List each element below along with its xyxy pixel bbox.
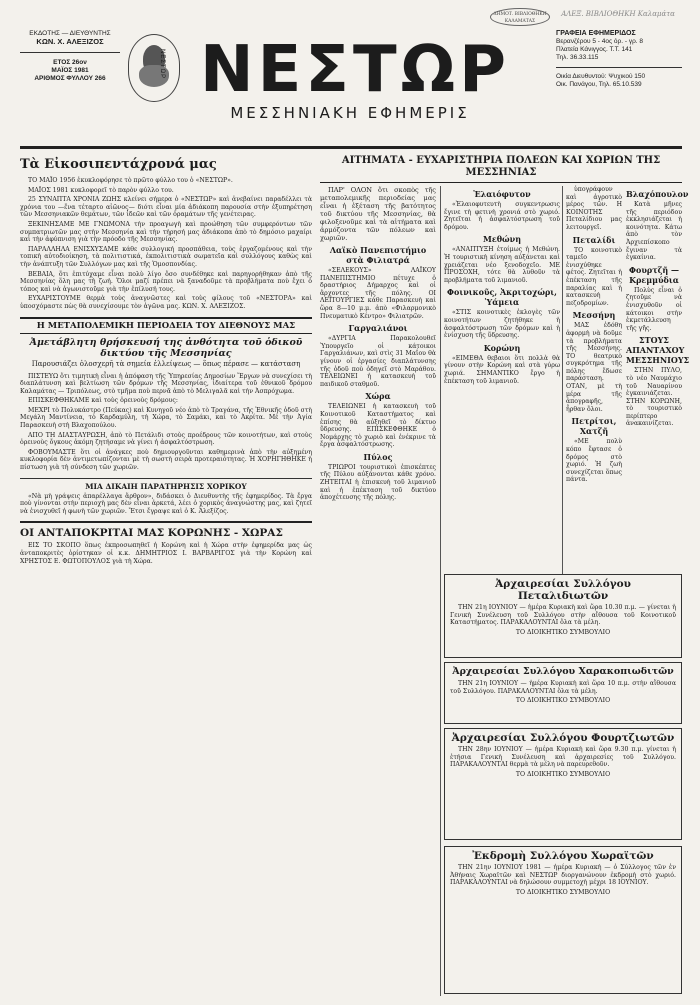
article-headline: ΜΙΑ ΔΙΚΑΙΗ ΠΑΡΑΤΗΡΗΣΙΣ ΧΟΡΙΚΟΥ <box>20 478 312 491</box>
newspaper-title: ΝΕΣΤΩΡ <box>200 33 510 107</box>
notice-signature: ΤΟ ΔΙΟΙΚΗΤΙΚΟ ΣΥΜΒΟΥΛΙΟ <box>515 770 611 778</box>
newspaper-subtitle: ΜΕΣΣΗΝΙΑΚΗ ΕΦΗΜΕΡΙΣ <box>230 104 470 122</box>
section-text: Κατὰ μῆνες τῆς περιόδου ἐκκλησιάζεται ἡ κοινότητα. Κάτω ἀπὸ τὸν Ἀρχιεπίσκοπο ἔγιναν τὰ ἐγκαίνια. <box>626 201 682 262</box>
article-paragraph: ΞΕΚΙΝΗΣΑΜΕ ΜΕ ΓΝΩΜΟΝΑ τὴν προαγωγὴ καὶ προώθηση τῶν συμφερόντων τῶν συμπατριωτῶν μας στὴν Μεσσηνία καὶ τὴν τήρησή μας ἀδιάκοπα ἀπὸ τὸ δημόσιο μαχαίρι καὶ τὴν ἀφύπνιση γιὰ τὴν πρόοδο τῆς Μεσσηνίας. <box>20 220 312 244</box>
notice-text: ΤΗΝ 28ην ΙΟΥΝΙΟΥ — ἡμέρα Κυριακὴ καὶ ὥρα 9.30 π.μ. γίνεται ἡ ἐτήσια Γενικὴ Συνέλευση καὶ ἀρχαιρεσίες τοῦ Συλλόγου. ΠΑΡΑΚΑΛΟΥΝΤΑΙ θερμὰ τὰ μέλη νὰ παρευρεθοῦν. <box>450 746 676 769</box>
section-heading: ΣΤΟΥΣ ΑΠΑΝΤΑΧΟΥ ΜΕΣΣΗΝΙΟΥΣ <box>626 335 690 366</box>
article-paragraph: ΠΑΡΑΛΛΗΛΑ ΕΝΙΣΧΥΣΑΜΕ κάθε συλλογική προσπάθεια, τοὺς ἐργαζομένους καὶ τὴν τοπικὴ αὐτοδιοίκηση, τὰ πολιτιστικά, ἐκπολιτιστικὰ σωματεῖα καὶ συλλόγους καθὼς καὶ τὴν ἀνάπτυξη τῶν Συλλόγων μας καὶ τῆς Ὁμοσπονδίας. <box>20 245 312 268</box>
news-column-1 <box>320 186 436 996</box>
column-rule <box>562 186 563 574</box>
home-line: Οικ. Πανάγου, Τηλ. 65.10.539 <box>556 81 642 88</box>
notice-signature: ΤΟ ΔΙΟΙΚΗΤΙΚΟ ΣΥΜΒΟΥΛΙΟ <box>515 888 611 896</box>
article-paragraph: ΦΟΒΟΥΜΑΣΤΕ ὅτι οἱ ἀνάγκες ποὺ δημιουργοῦνται καθημερινὰ ἀπὸ τὴν αὐξημένη κυκλοφορία δὲν ἀντιμετωπίζονται μὲ τὴ σωστὴ σειρὰ προτεραιότητας. Ἡ ΧΟΡΗΓΗΘΗΚΕ ἡ πίστωση γιὰ τὴ σύνδεση τῶν χωριῶν. <box>20 448 312 472</box>
section-heading: Φουρτζῆ — Κρεμμύδια <box>629 264 679 285</box>
article-paragraph: ΜΑΪΟΣ 1981 κυκλοφορεῖ τὸ παρὸν φύλλο του. <box>28 186 174 194</box>
office-line: Τηλ. 36.33.115 <box>556 54 599 61</box>
library-seal: ΔΗΜΟΤ. ΒΙΒΛΙΟΘΗΚΗ ΚΑΛΑΜΑΤΑΣ <box>490 8 550 26</box>
right-header-area <box>320 155 682 183</box>
article-deck: Παρουσιάζει ὁλοσχερῆ τὰ σημεία ἐλλείψεως — ὅπως πέρασε — κατάσταση <box>31 359 301 368</box>
section-heading: Πύλος <box>363 451 393 462</box>
logo-text: ΝΕΣΤΩΡ <box>159 49 165 80</box>
section-text: Πολὺς εἶναι ὁ ζητοῦμε νὰ ἐνισχυθοῦν οἱ κάτοικοι στὴν ἐκμετάλλευση τῆς γῆς. <box>626 286 682 332</box>
masthead <box>20 10 682 145</box>
article-paragraph: ΕΥΧΑΡΙΣΤΟΥΜΕ θερμὰ τοὺς ἀναγνῶστες καὶ τοὺς φίλους τοῦ «ΝΕΣΤΟΡΑ» καὶ ὑποσχόμαστε πὼς θὰ συνεχίσουμε τὸν ἀγῶνα μας. ΚΩΝ. Χ. ΑΛΕΞΙΖΟΣ. <box>20 295 312 310</box>
notice-signature: ΤΟ ΔΙΟΙΚΗΤΙΚΟ ΣΥΜΒΟΥΛΙΟ <box>515 697 611 705</box>
section-text: «ΕΙΜΕΘΑ θεβαιοι ὅτι πολλὰ θὰ γίνουν στὴν Κορώνη καὶ στὰ γύρω χωριά. ΣΗΜΑΝΤΙΚΟ ἔργο ἡ ἐπέκταση τοῦ λιμανιοῦ. <box>444 354 560 385</box>
left-column <box>20 155 312 995</box>
section-heading: Λαϊκὸ Πανεπιστήμιο στὰ Φιλιατρά <box>329 245 427 265</box>
nestor-portrait-logo <box>128 34 180 102</box>
office-heading: ΓΡΑΦΕΙΑ ΕΦΗΜΕΡΙΔΟΣ <box>556 30 636 37</box>
section-heading: Χώρα <box>365 391 391 402</box>
article-headline: ΟΙ ΑΝΤΑΠΟΚΡΙΤΑΙ ΜΑΣ ΚΟΡΩΝΗΣ - ΧΩΡΑΣ <box>20 521 312 539</box>
library-stamp: ΑΛΕΞ. ΒΙΒΛΙΟΘΗΚΗ Καλαμάτα <box>561 10 675 18</box>
article-paragraph: ΤΟ ΜΑΪΟ 1956 ἐκυκλοφόρησε τὸ πρῶτο φύλλο του ὁ «ΝΕΣΤΩΡ». <box>28 177 233 184</box>
article-paragraph: ΜΕΧΡΙ τὸ Πολυκάστρο (Πεύκας) καὶ Κυνηγοῦ νέο ἀπὸ τὸ Τραγάνα, τῆς Ἐθνικῆς ὁδοῦ στὴ Μεγάλη Μαντίνεια, τὸ Καρδαμύλη, τὴ Χώρα, τὸ Σαμάκι, καὶ τὸ Ἀκρίτα. Μὲ τὴν Ἀγία Παρασκευὴ στὴ Βλαχοπούλου. <box>20 406 312 430</box>
notice-signature: ΤΟ ΔΙΟΙΚΗΤΙΚΟ ΣΥΜΒΟΥΛΙΟ <box>515 628 611 636</box>
office-info <box>556 30 682 89</box>
office-line: Πλατεία Κάνιγγος. Τ.Τ. 141 <box>556 46 633 53</box>
section-heading: Φοινικοῦς, Ἀκριτοχώρι, Ὑάμεια <box>447 287 557 308</box>
section-heading: Κορώνη <box>483 342 521 353</box>
article-paragraph: ΕΙΣ ΤΟ ΣΚΟΠΟ ὅπως ἐκπροσωπηθεῖ ἡ Κορώνη καὶ ἡ Χώρα στὴν ἐφημερίδα μας ὡς ἀνταποκριτὲς ὁρίστηκαν οἱ κ.κ. ΔΗΜΗΤΡΙΟΣ Ι. ΒΑΡΒΑΡΙΓΟΣ γιὰ τὴν Κορώνη καὶ ΧΡΗΣΤΟΣ Ε. ΦΩΤΟΠΟΥΛΟΣ γιὰ τὴ Χώρα. <box>20 542 312 565</box>
notice-box <box>444 846 682 994</box>
section-text: ΣΤΗΝ ΠΥΛΟ, τὸ νέο Ναυμάχιο τοῦ Ναυαρίνου ἐγκαινιάζεται. ΣΤΗΝ ΚΟΡΩΝΗ, τὸ τουριστικὸ περίπτερο ἀνακαινίζεται. <box>626 367 682 428</box>
section-text: ΤΟ κοινοτικὸ ταμεῖο ἐνισχύθηκε φέτος. Ζητεῖται ἡ ἐπέκταση τῆς παραλίας καὶ ἡ κατασκευὴ πεζοδρομίων. <box>566 246 622 307</box>
notice-box <box>444 662 682 724</box>
section-text: «ΣΤΙΣ κοινοτικὲς ἐκλογὲς τῶν κοινοτήτων ζητήθηκε ἡ ἀσφαλτόστρωση τῶν δρόμων καὶ ἡ ἐνίσχυση τῆς ὕδρευσης. <box>444 309 560 340</box>
section-heading: Βλαχόπουλον <box>626 189 689 199</box>
section-text: ὑπογράφουν καὶ ἀγροτικὸ μέρος τῶν. Η ΚΟΙΝΟΤΗΣ Πεταλίδιου μας λειτουργεῖ. <box>566 186 622 231</box>
section-heading: Μεσσήνη <box>572 310 616 321</box>
section-heading: Γαργαλιάνοι <box>348 323 408 334</box>
notice-heading: Ἀρχαιρεσίαι Συλλόγου Χαρακοπιωδιτῶν <box>452 666 674 677</box>
article-paragraph: ΑΠΟ ΤΗ ΔΙΑΣΤΑΥΡΩΣΗ, ἀπὸ τὸ Πετάλιδι στοὺς προέδρους τῶν κοινοτήτων, καὶ στοὺς ὀρεινοὺς ὄγκους ἀκόμη ζητήσαμε νὰ γίνει ἡ ἀσφαλτόστρωση. <box>20 431 312 447</box>
intro-paragraph: ΠΑΡ' ΟΛΟΝ ὅτι σκοπὸς τῆς μεταπολεμικῆς περιοδείας μας εἶναι ἡ ἐξέταση τῆς βατότητος τοῦ δικτύου τῆς Μεσσηνίας, θὰ φιλοξενοῦμε καὶ τὰ αἰτήματα καὶ ἀρμόζοντα τῶν πόλεων καὶ χωριῶν. <box>320 186 436 242</box>
notice-text: ΤΗΝ 21ην ΙΟΥΝΙΟΥ 1981 — ἡμέρα Κυριακὴ — ὁ Σύλλογος τῶν ἐν Ἀθήναις Χωραϊτῶν καὶ ΝΕΣΤΩΡ διοργανώνουν ἐκδρομὴ στὸ χωριό. ΠΑΡΑΚΑΛΟΥΝΤΑΙ νὰ δηλώσουν συμμετοχὴ μέχρι 18 ΙΟΥΝΙΟΥ. <box>450 864 676 887</box>
home-line: Οικία Διευθυντού: Ψυχικού 150 <box>556 73 646 80</box>
notice-text: ΤΗΝ 21η ΙΟΥΝΙΟΥ — ἡμέρα Κυριακὴ καὶ ὥρα 10 π.μ. στὴν αἴθουσα τοῦ Συλλόγου. ΠΑΡΑΚΑΛΟΥΝΤΑΙ ὅλα τὰ μέλη. <box>450 680 676 695</box>
section-text: «Ἐλαιοφυτευτὴ συγκεντρωσις ἔγινε τὴ φετινὴ χρονιά στὸ χωριό. Ζητεῖται ἡ ἀσφαλτόστρωση τοῦ δρόμου. <box>444 201 560 231</box>
publisher-label: ΕΚΔΟΤΗΣ — ΔΙΕΥΘΥΝΤΗΣ <box>29 30 111 37</box>
column-rule <box>440 186 441 996</box>
section-text: ΤΕΛΕΙΩΝΕΙ ἡ κατασκευὴ τοῦ Κοινοτικοῦ Καταστήματος καὶ ἐπίσης θὰ αὐξηθεῖ τὸ δίκτυο ὕδρευσης. ΕΠΙΣΚΕΦΘΗΚΕ ὁ Νομάρχης τὸ χωριὸ καὶ ἐνέκρινε τὰ ἔργα ἀσφαλτόστρωσης. <box>320 403 436 449</box>
section-heading: Ἐλαιόφυτον <box>473 189 531 199</box>
section-heading: Πετρίτσι, Χατζῆ <box>571 416 617 437</box>
article-paragraph: ΒΕΒΑΙΑ, ὅτι ἐπιτύχαμε εἶναι πολὺ λίγο ὅσο συνδέθηκε καὶ παρηγορήθηκαν ἀπὸ τῆς Μεσσηνίας ὅλη μας τὴ ζωή. Ὅλοι μαζί πρέπει νὰ ξαναδοῦμε τὰ προβλήματα ποὺ ἔχει ὁ τόπος καὶ νὰ ἀγωνιστοῦμε γιὰ τὴν ἐπίλυσή τους. <box>20 270 312 293</box>
section-text: ΤΡΙΩΡΟΙ τουριστικοὶ ἐπισκέπτες τῆς Πύλου αὐξάνονται κάθε χρόνο. ΖΗΤΕΙΤΑΙ ἡ ἐπισκευὴ τοῦ λιμανιοῦ καὶ ἡ ἐπέκταση τοῦ δικτύου ἀποχέτευσης τῆς πόλης. <box>320 463 436 502</box>
notice-heading: Ἀρχαιρεσίαι Συλλόγου Πεταλιδιωτῶν <box>495 578 631 602</box>
issue-date: ΜΑΪΟΣ 1981 <box>51 67 89 74</box>
section-heading: Πεταλίδι <box>572 234 616 245</box>
divider <box>20 52 120 53</box>
article-paragraph: 25 ΣΥΝΑΠΤΑ ΧΡΟΝΙΑ ΖΩΗΣ κλείνει σήμερα ὁ «ΝΕΣΤΩΡ» καὶ ἀνεβαίνει παραδέλλει τὰ χρόνια του —ἕνα τέταρτο αἰῶνος— διότι εἶναι μία ἀδιάκοπη παρουσία στὴν ἐξυπηρέτηση τῶν Μεσσηνιακῶν θεμάτων, τῶν ἰδεῶν καὶ τῶν ὁραμάτων τῆς γενέτειρας. <box>20 196 312 219</box>
section-headline: ΑΙΤΗΜΑΤΑ - ΕΥΧΑΡΙΣΤΗΡΙΑ ΠΟΛΕΩΝ ΚΑΙ ΧΩΡΙΩΝ ΤΗΣ ΜΕΣΣΗΝΙΑΣ <box>320 155 682 183</box>
section-text: «ΜΕ πολὺ κόπο ἔφτασε ὁ δρόμος στὸ χωριό. Ἡ ζωὴ συνεχίζεται ὅπως πάντα. <box>566 438 622 484</box>
article-subheadline: Ἀμετάβλητη θρήσκευσή της ἀνθότητα τοῦ ὁδικοῦ δικτύου τῆς Μεσσηνίας <box>29 336 303 359</box>
issue-year: ΕΤΟΣ 26ον <box>53 59 87 66</box>
notice-text: ΤΗΝ 21η ΙΟΥΝΙΟΥ — ἡμέρα Κυριακὴ καὶ ὥρα 10.30 π.μ. — γίνεται ἡ Γενικὴ Συνέλευση τοῦ Συλλόγου στὴν αἴθουσα τοῦ Κοινοτικοῦ Καταστήματος. ΠΑΡΑΚΑΛΟΥΝΤΑΙ ὅλα τὰ μέλη. <box>450 604 676 627</box>
section-text: «ΔΥΡΓΙΑ Παρακολουθεῖ Ὑπουργεῖο οἱ κάτοικοι Γαργαλιάνων, καὶ στὶς 31 Μαΐου θὰ γίνουν οἱ ἐργασίες διαπλάτυνσης τῆς ὁδοῦ ποὺ ὁδηγεῖ στὸ Μαράθου. ΤΕΛΕΙΩΝΕΙ ἡ κατασκευὴ τοῦ παιδικοῦ σταθμοῦ. <box>320 335 436 388</box>
office-line: Βερανζέρου 5 - 4ος όρ. - γρ. 8 <box>556 38 644 45</box>
notice-heading: Ἐκδρομὴ Συλλόγου Χωραϊτῶν <box>472 850 654 862</box>
section-text: ΜΑΣ ἐδόθη ἀφορμὴ νὰ δοῦμε τὰ προβλήματα τῆς Μεσσήνης. ΤΟ θεατρικὸ συγκρότημα τῆς πόλης ἔδωσε παράσταση. ΟΤΑΝ, μὲ τὴ μέρα τῆς ἀπογραφῆς, ἦρθαν ὅλοι. <box>566 322 622 413</box>
publisher-info <box>20 30 120 83</box>
article-paragraph: «Νὰ μὴ γράψεις ἀπαρέλλαγα ἄρθρον», διδάσκει ὁ Διευθυντὴς τῆς ἐφημερίδος. Τὰ ἔργα ποὺ γίνονται στὴν περιοχὴ μας δὲν εἶναι ἀρκετά, λέει ὁ χορικὸς ἀναγνώστης μας, καὶ ζητεῖ νὰ ἐνισχυθεῖ ἡ φωνὴ τῶν χωριῶν. Ἔτσι ἔγραψε καὶ ὁ Κ. Ἀλεξίζος. <box>20 492 312 515</box>
news-column-2 <box>444 186 560 570</box>
issue-number: ΑΡΙΘΜΟΣ ΦΥΛΛΟΥ 266 <box>34 75 106 82</box>
divider <box>556 67 682 68</box>
section-heading: Μεθώνη <box>482 234 522 245</box>
section-text: «ΑΝΑΠΤΥΞΗ ἐτοίμως ἡ Μεθώνη. Ἡ τουριστικὴ κίνηση αὐξάνεται καὶ χρειάζεται νέο ξενοδοχεῖο. ΜΕ ΠΡΟΣΟΧΗ, τότε θὰ λυθοῦν τὰ προβλήματα τοῦ λιμανιοῦ. <box>444 246 560 284</box>
masthead-rule <box>20 146 682 149</box>
section-text: «ΣΕΛΕΚΟΥΣ» ΛΑΪΚΟΥ ΠΑΝΕΠΙΣΤΗΜΙΟ πέτυχε ὁ δραστήριος Δήμαρχος καὶ οἱ ἄρχοντες τῆς πόλης. ΟΙ ΛΕΙΤΟΥΡΓΙΕΣ κάθε Παρασκευὴ καὶ ὥρα 8—10 μ.μ. ἀπὸ «Φιλαρμονικὸ Πνευματικὸ Κέντρο» Φιλιατρῶν. <box>320 267 436 320</box>
notice-box <box>444 728 682 840</box>
article-headline: Τὰ Εἰκοσιπεντάχρονά μας <box>20 157 217 172</box>
news-column-4 <box>626 186 690 566</box>
article-paragraph: ΕΠΙΣΚΕΦΘΗΚΑΜΕ καὶ τοὺς ὀρεινοὺς δρόμους: <box>28 397 178 405</box>
news-column-3 <box>566 186 622 566</box>
article-headline: Η ΜΕΤΑΠΟΛΕΜΙΚΗ ΠΕΡΙΟΔΕΙΑ ΤΟΥ ΔΙΕΘΝΟΥΣ ΜΑΣ <box>20 317 312 334</box>
article-paragraph: ΠΙΣΤΕΥΩ ὅτι τιμητικὴ εἶναι ἡ ἀπόφαση τῆς Ὑπηρεσίας Δημοσίων Ἔργων νὰ συνεχίσει τὴ διαπλάτυνση καὶ βελτίωση τῶν δρόμων τῆς Μεσσηνίας, ἰδιαίτερα τοῦ ἐθνικοῦ δρόμου Καλαμάτας — Τριπόλεως, στὸ τμῆμα ποὺ περνᾶ ἀπὸ τὸ Μελιγαλᾶ καὶ τὴν Ἀσπρόχωμα. <box>20 372 312 395</box>
publisher-name: ΚΩΝ. Χ. ΑΛΕΞΙΖΟΣ <box>36 37 104 46</box>
notice-heading: Ἀρχαιρεσίαι Συλλόγου Φουρτζιωτῶν <box>451 732 675 744</box>
notice-box <box>444 574 682 658</box>
